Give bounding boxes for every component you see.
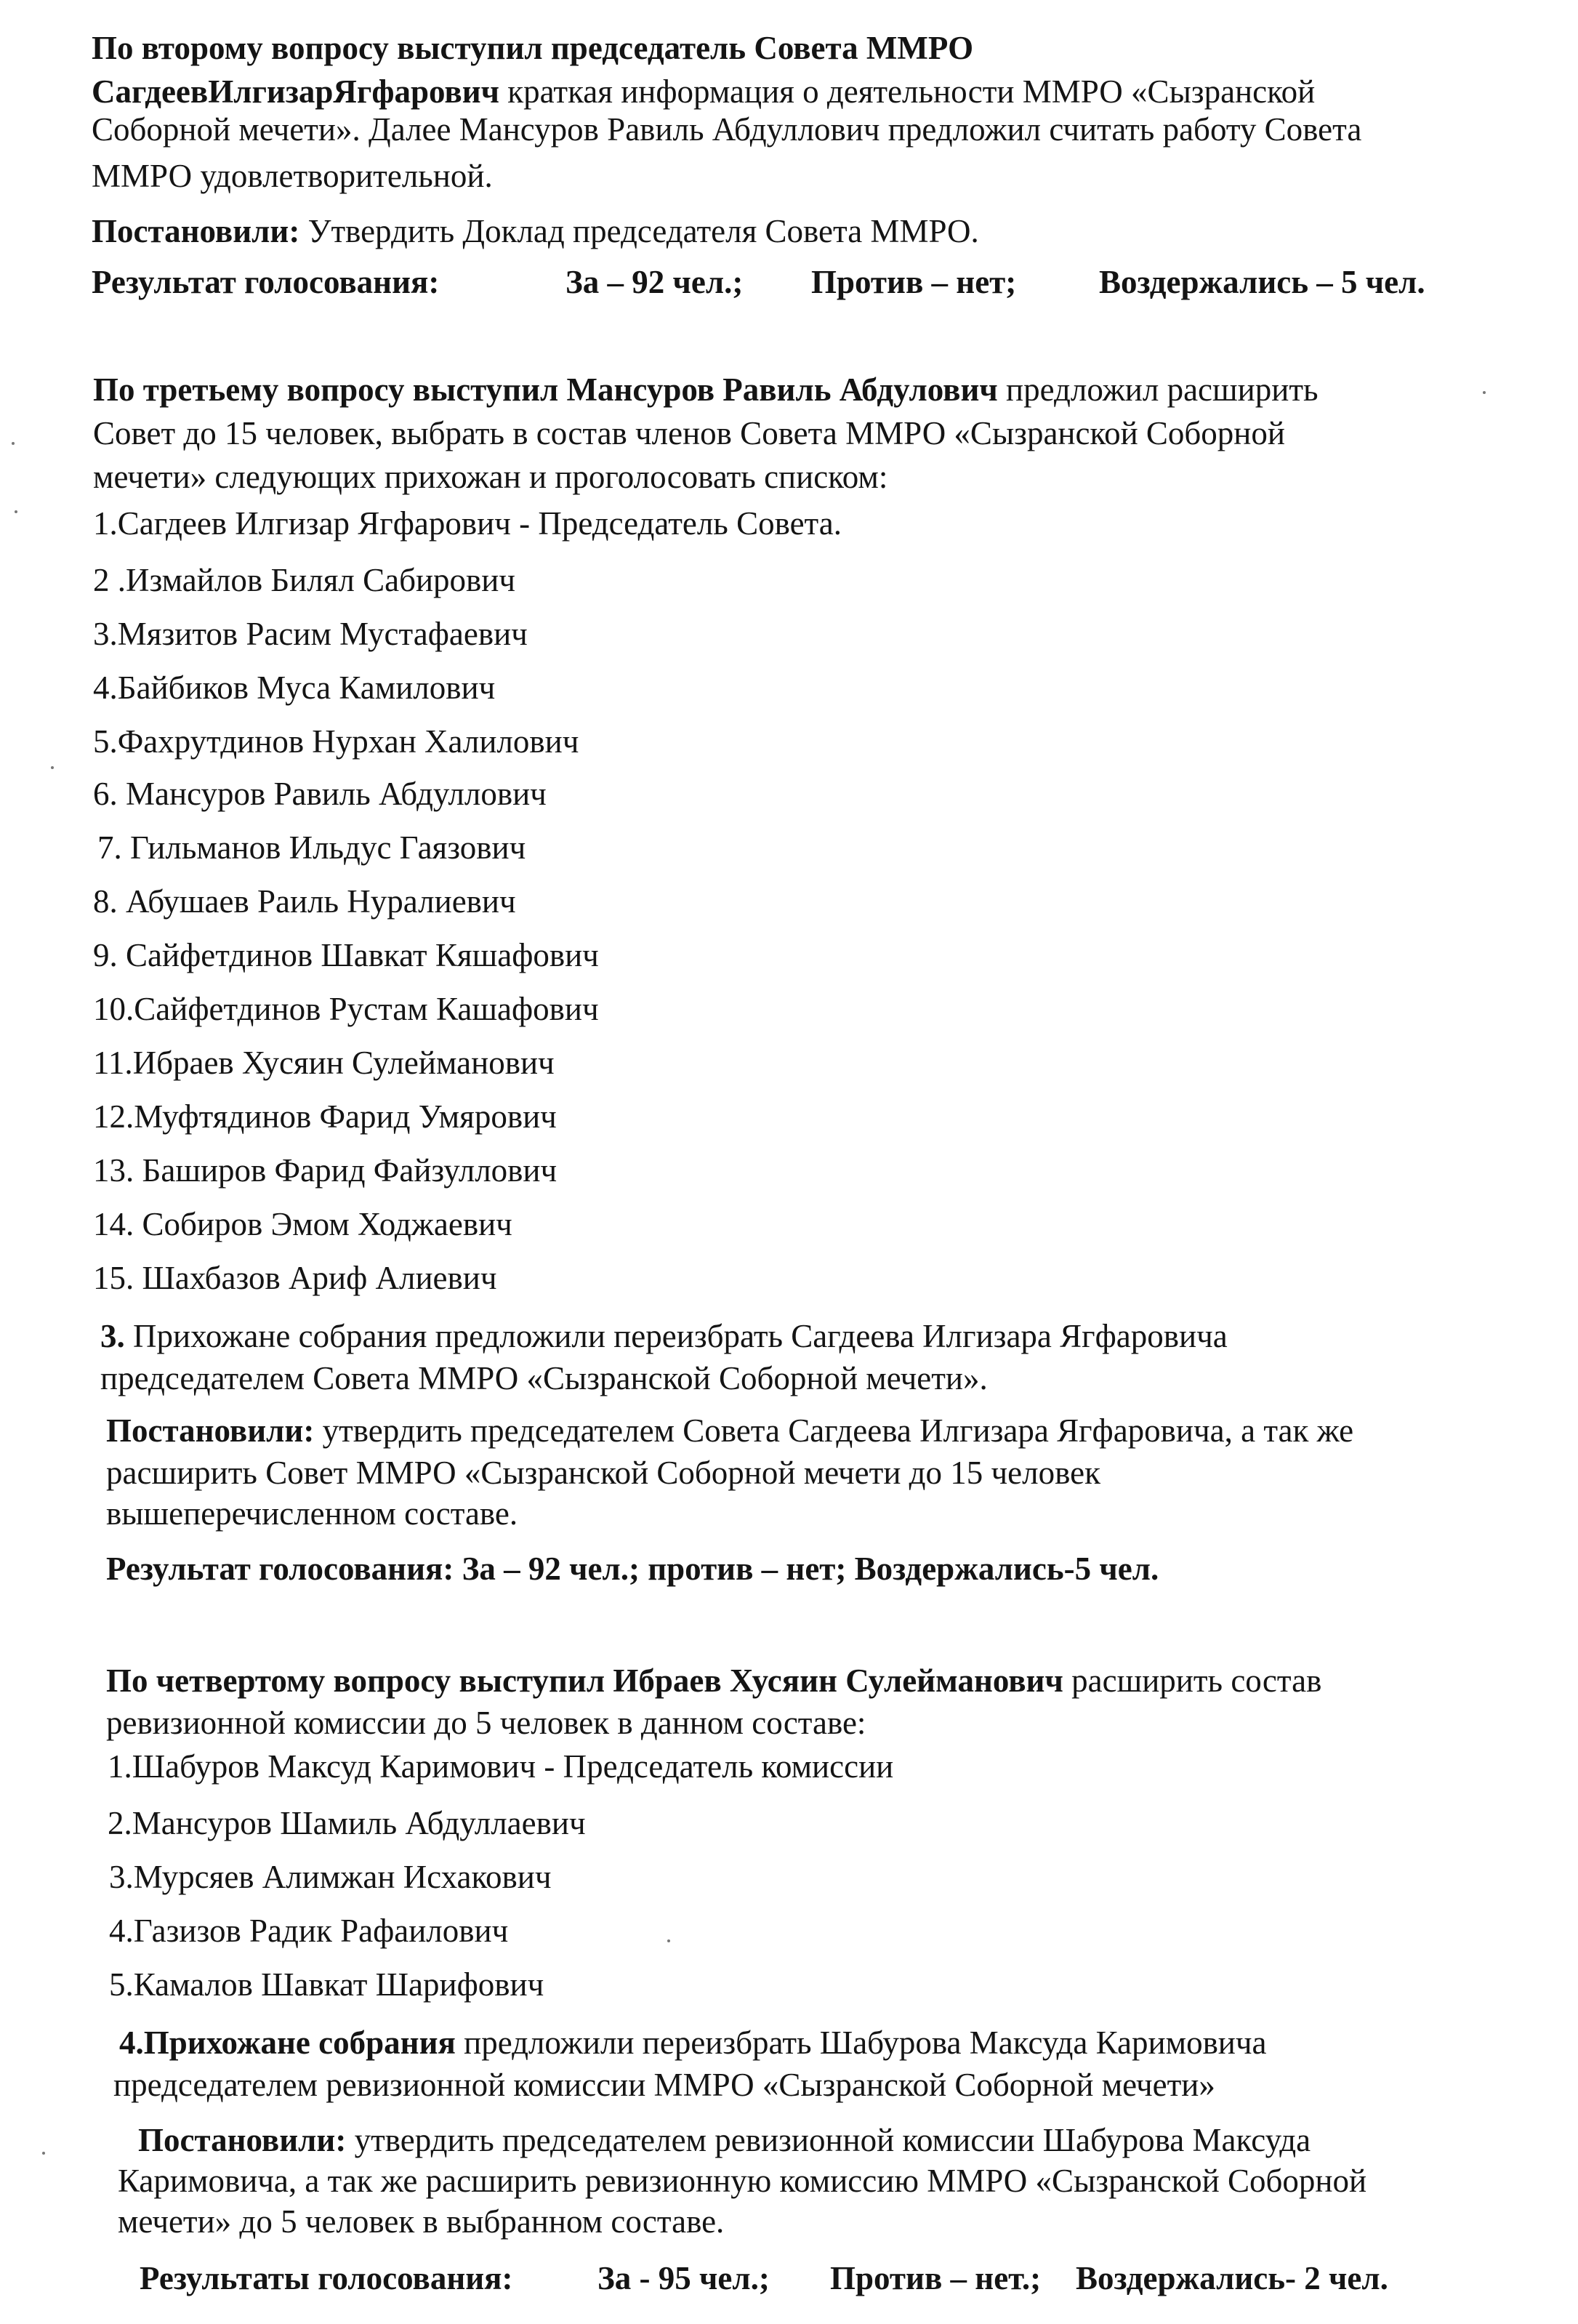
q2-resolved-label: Постановили: xyxy=(92,213,300,249)
q2-vote-abstained: Воздержались – 5 чел. xyxy=(1099,264,1425,300)
q3-resolved-label: Постановили: xyxy=(106,1412,315,1449)
scan-speck xyxy=(15,510,17,513)
q4-resolved-text: утвердить председателем ревизионной комиссии Шабурова Максуда xyxy=(346,2122,1311,2158)
q3-member-item: 14. Собиров Эмом Ходжаевич xyxy=(93,1206,512,1242)
q3-member-item: 8. Абушаев Раиль Нуралиевич xyxy=(93,883,516,920)
scan-speck xyxy=(12,442,15,445)
q3-line3: мечети» следующих прихожан и проголосовать списком: xyxy=(93,459,888,495)
q4-member-item: 3.Мурсяев Алимжан Исхакович xyxy=(109,1859,552,1895)
q4-resolution-line1 xyxy=(138,2118,1311,2162)
q3-proposal-line1 xyxy=(100,1314,1228,1358)
q2-line3: Соборной мечети». Далее Мансуров Равиль Абдуллович предложил считать работу Совета xyxy=(92,111,1362,148)
q4-proposal-text: предложили переизбрать Шабурова Максуда Каримовича xyxy=(455,2025,1267,2061)
q3-member-item: 11.Ибраев Хусяин Сулейманович xyxy=(93,1045,555,1081)
q3-proposal-num: 3. xyxy=(100,1318,125,1354)
q3-member-item: 7. Гильманов Ильдус Гаязович xyxy=(97,829,526,866)
q2-line2 xyxy=(92,70,1315,113)
q3-resolution-line1 xyxy=(106,1409,1353,1452)
q4-line1-text: расширить состав xyxy=(1063,1662,1322,1699)
q2-vote-result xyxy=(92,260,1473,304)
q4-member-item: 1.Шабуров Максуд Каримович - Председатель комиссии xyxy=(108,1748,894,1785)
q2-heading: По второму вопросу выступил председатель Совета ММРО xyxy=(92,30,974,66)
q3-member-item: 15. Шахбазов Ариф Алиевич xyxy=(93,1260,497,1296)
q2-speaker: СагдеевИлгизарЯгфарович xyxy=(92,73,500,110)
q3-member-item: 1.Сагдеев Илгизар Ягфарович - Председатель Совета. xyxy=(93,505,842,542)
q4-resolved-label: Постановили: xyxy=(138,2122,347,2158)
q4-member-item: 4.Газизов Радик Рафаилович xyxy=(109,1913,509,1949)
q3-line2: Совет до 15 человек, выбрать в состав членов Совета ММРО «Сызранской Соборной xyxy=(93,415,1285,451)
q2-line4: ММРО удовлетворительной. xyxy=(92,158,493,194)
q4-vote-against: Против – нет.; xyxy=(830,2260,1042,2296)
q3-line1-text: предложил расширить xyxy=(997,371,1319,408)
q3-member-item: 3.Мязитов Расим Мустафаевич xyxy=(93,616,528,652)
q3-heading: По третьему вопросу выступил Мансуров Равиль Абдулович xyxy=(93,371,998,408)
q3-proposal-line2: председателем Совета ММРО «Сызранской Соборной мечети». xyxy=(100,1360,988,1396)
scan-speck xyxy=(42,2152,45,2155)
q4-resolution-line2: Каримовича, а так же расширить ревизионную комиссию ММРО «Сызранской Соборной xyxy=(118,2163,1367,2199)
q4-vote-result xyxy=(140,2256,1484,2300)
q3-heading-line xyxy=(93,368,1319,411)
q4-member-item: 5.Камалов Шавкат Шарифович xyxy=(109,1966,544,2003)
q3-member-item: 2 .Измайлов Билял Сабирович xyxy=(93,562,516,598)
q3-member-item: 9. Сайфетдинов Шавкат Кяшафович xyxy=(93,937,599,973)
q4-heading: По четвертому вопросу выступил Ибраев Хусяин Сулейманович xyxy=(106,1662,1063,1699)
q3-resolved-text: утвердить председателем Совета Сагдеева Илгизара Ягфаровича, а так же xyxy=(314,1412,1354,1449)
q3-vote-result: Результат голосования: За – 92 чел.; против – нет; Воздержались-5 чел. xyxy=(106,1551,1159,1587)
q3-member-item: 10.Сайфетдинов Рустам Кашафович xyxy=(93,991,599,1027)
q4-vote-abstained: Воздержались- 2 чел. xyxy=(1076,2260,1388,2296)
q4-proposal-bold: 4.Прихожане собрания xyxy=(119,2025,456,2061)
q2-resolution xyxy=(92,209,979,253)
q3-resolution-line3: вышеперечисленном составе. xyxy=(106,1495,518,1532)
scan-speck xyxy=(1483,391,1486,394)
q3-proposal-text: Прихожане собрания предложили переизбрать Сагдеева Илгизара Ягфаровича xyxy=(124,1318,1228,1354)
q4-vote-for: За - 95 чел.; xyxy=(597,2260,770,2296)
q4-heading-line xyxy=(106,1659,1321,1702)
q2-vote-label: Результат голосования: xyxy=(92,264,440,300)
q4-line2: ревизионной комиссии до 5 человек в данном составе: xyxy=(106,1705,866,1741)
q3-member-item: 5.Фахрутдинов Нурхан Халилович xyxy=(93,723,579,760)
q2-vote-for: За – 92 чел.; xyxy=(565,264,744,300)
q2-vote-against: Против – нет; xyxy=(811,264,1017,300)
q2-resolved-text: Утвердить Доклад председателя Совета ММРО. xyxy=(299,213,979,249)
q4-vote-label: Результаты голосования: xyxy=(140,2260,513,2296)
q3-member-item: 4.Байбиков Муса Камилович xyxy=(93,670,496,706)
q4-member-item: 2.Мансуров Шамиль Абдуллаевич xyxy=(108,1805,586,1841)
q3-member-item: 12.Муфтядинов Фарид Умярович xyxy=(93,1098,557,1135)
q3-member-item: 6. Мансуров Равиль Абдуллович xyxy=(93,776,547,812)
scan-speck xyxy=(51,766,54,769)
q3-resolution-line2: расширить Совет ММРО «Сызранской Соборной мечети до 15 человек xyxy=(106,1455,1100,1491)
q4-proposal-line1 xyxy=(119,2021,1267,2064)
q2-line2-text: краткая информация о деятельности ММРО «Сызранской xyxy=(499,73,1316,110)
scan-speck xyxy=(667,1939,670,1942)
q4-resolution-line3: мечети» до 5 человек в выбранном составе. xyxy=(118,2203,725,2240)
q4-proposal-line2: председателем ревизионной комиссии ММРО «Сызранской Соборной мечети» xyxy=(113,2067,1215,2103)
q3-member-item: 13. Баширов Фарид Файзуллович xyxy=(93,1152,557,1189)
